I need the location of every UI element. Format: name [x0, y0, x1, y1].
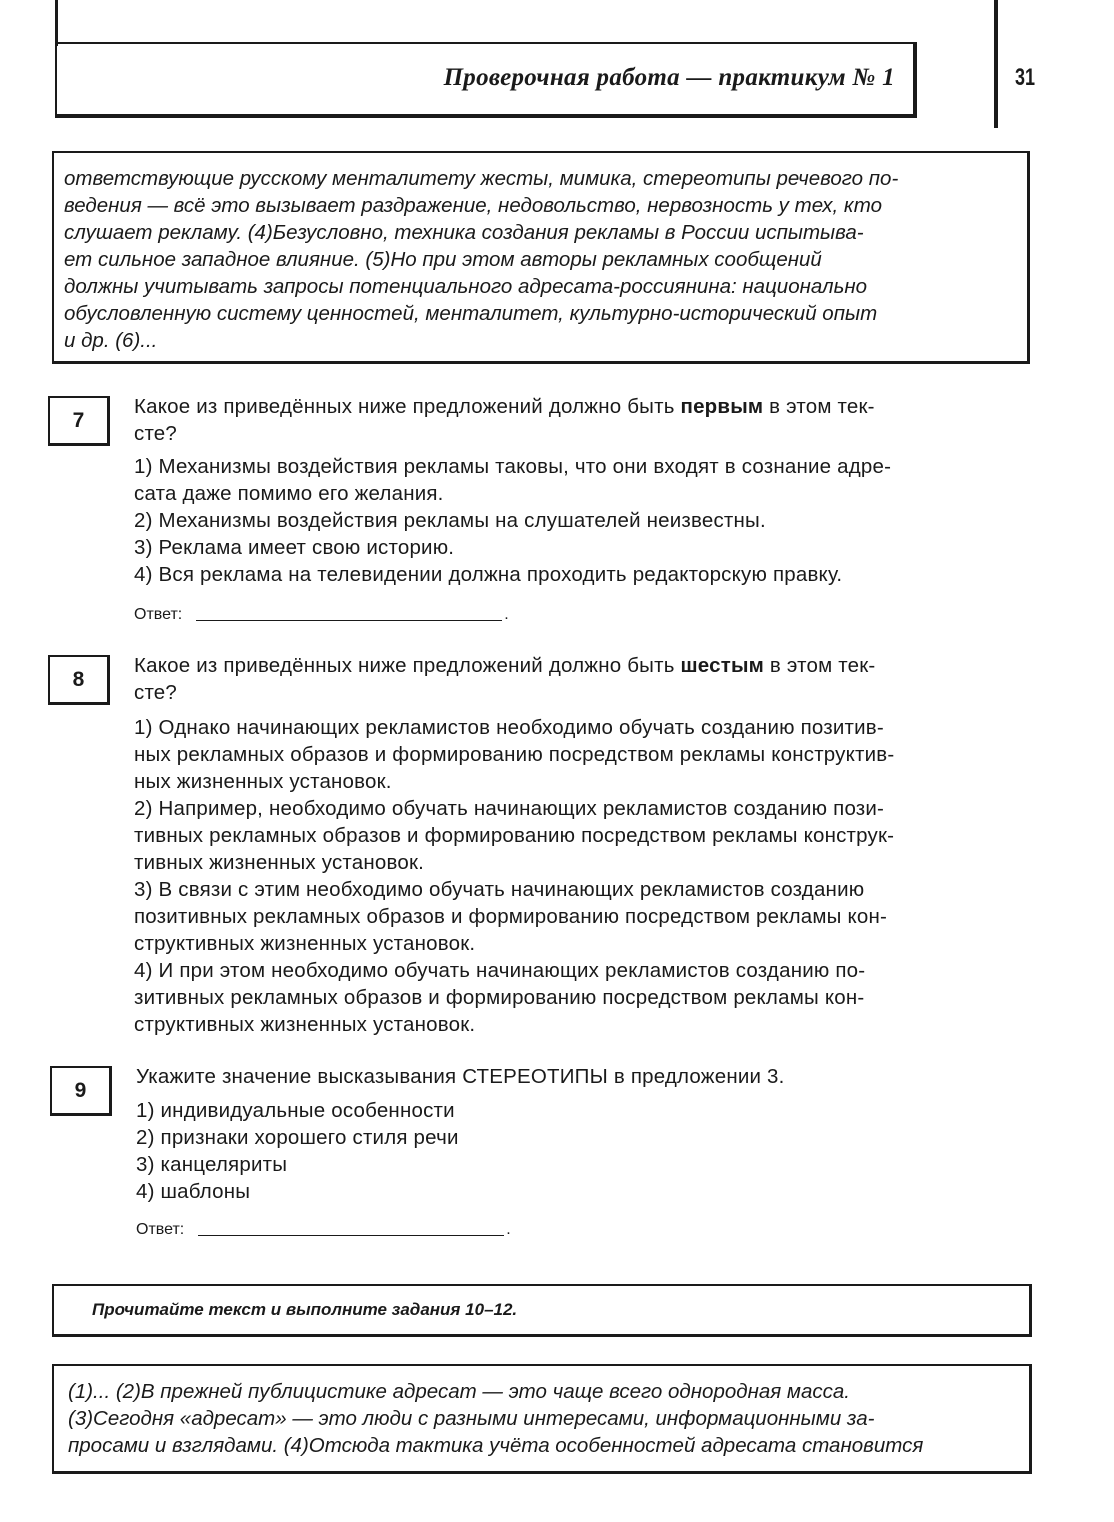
option-line: 3) Реклама имеет свою историю.	[134, 536, 455, 559]
option-line: 4) Вся реклама на телевидении должна проходить редакторскую правку.	[134, 563, 843, 586]
question-text: сте?	[134, 681, 178, 704]
answer-options	[134, 453, 1030, 588]
option-line: тивных жизненных установок.	[134, 851, 425, 874]
answer-input-line[interactable]	[198, 1234, 504, 1236]
option-line: 3) В связи с этим необходимо обучать начинающих рекламистов созданию	[134, 878, 865, 901]
page-number: 31	[1015, 64, 1036, 91]
passage-line: (1)... (2)В прежней публицистике адресат — это чаще всего однородная масса.	[68, 1380, 850, 1403]
header-frame	[55, 42, 917, 118]
option-line: 1) Однако начинающих рекламистов необходимо обучать созданию позитив-	[134, 716, 884, 739]
right-margin-rule	[994, 0, 998, 128]
question-text: в этом тек-	[764, 654, 876, 677]
option-line: 3) канцеляриты	[136, 1153, 288, 1176]
page-title: Проверочная работа — практикум № 1	[443, 64, 895, 91]
passage-line: слушает рекламу. (4)Безусловно, техника создания рекламы в России испытыва-	[64, 221, 864, 244]
option-line: 4) И при этом необходимо обучать начинающих рекламистов созданию по-	[134, 959, 866, 982]
answer-label: Ответ:	[134, 606, 183, 623]
option-line: структивных жизненных установок.	[134, 932, 476, 955]
option-line: 1) индивидуальные особенности	[136, 1099, 455, 1122]
task-number-box: 9	[50, 1066, 112, 1116]
option-line: 2) признаки хорошего стиля речи	[136, 1126, 459, 1149]
option-line: 2) Например, необходимо обучать начинающих рекламистов созданию пози-	[134, 797, 885, 820]
left-margin-rule	[55, 0, 58, 46]
answer-row	[136, 1221, 511, 1239]
passage-line: и др. (6)...	[64, 329, 158, 352]
task-number-box: 8	[48, 655, 110, 705]
answer-row	[134, 606, 509, 624]
option-line: ных жизненных установок.	[134, 770, 392, 793]
task-question	[134, 652, 1034, 706]
passage-line: должны учитывать запросы потенциального адресата-россиянина: национально	[64, 275, 868, 298]
question-keyword: первым	[680, 395, 764, 418]
task-question	[134, 393, 1034, 447]
task-question: Укажите значение высказывания СТЕРЕОТИПЫ в предложении 3.	[136, 1065, 785, 1088]
passage-line: ет сильное западное влияние. (5)Но при этом авторы рекламных сообщений	[64, 248, 822, 271]
question-text: Какое из приведённых ниже предложений должно быть	[134, 654, 681, 677]
option-line: ных рекламных образов и формированию посредством рекламы конструктив-	[134, 743, 895, 766]
answer-period: .	[504, 606, 509, 623]
option-line: тивных рекламных образов и формированию посредством рекламы конструк-	[134, 824, 895, 847]
answer-options	[134, 714, 1030, 1038]
answer-options	[136, 1097, 736, 1205]
option-line: позитивных рекламных образов и формированию посредством рекламы кон-	[134, 905, 888, 928]
option-line: зитивных рекламных образов и формированию посредством рекламы кон-	[134, 986, 865, 1009]
answer-input-line[interactable]	[196, 619, 502, 621]
option-line: 4) шаблоны	[136, 1180, 251, 1203]
option-line: сата даже помимо его желания.	[134, 482, 444, 505]
text-passage-1	[52, 151, 1030, 364]
passage-line: просами и взглядами. (4)Отсюда тактика учёта особенностей адресата становится	[68, 1434, 924, 1457]
option-line: 2) Механизмы воздействия рекламы на слушателей неизвестны.	[134, 509, 766, 532]
question-text: в этом тек-	[763, 395, 875, 418]
passage-line: ведения — всё это вызывает раздражение, недовольство, нервозность у тех, кто	[64, 194, 882, 217]
question-text: Какое из приведённых ниже предложений должно быть	[134, 395, 681, 418]
passage-line: ответствующие русскому менталитету жесты, мимика, стереотипы речевого по-	[64, 167, 899, 190]
answer-period: .	[506, 1221, 511, 1238]
text-passage-2	[52, 1364, 1032, 1474]
option-line: 1) Механизмы воздействия рекламы таковы, что они входят в сознание адре-	[134, 455, 892, 478]
answer-label: Ответ:	[136, 1221, 185, 1238]
question-keyword: шестым	[680, 654, 765, 677]
passage-line: (3)Сегодня «адресат» — это люди с разными интересами, информационными за-	[68, 1407, 875, 1430]
passage-line: обусловленную систему ценностей, менталитет, культурно-исторический опыт	[64, 302, 878, 325]
instruction-box: Прочитайте текст и выполните задания 10–12.	[52, 1284, 1032, 1337]
question-text: сте?	[134, 422, 178, 445]
task-number-box: 7	[48, 396, 110, 446]
option-line: структивных жизненных установок.	[134, 1013, 476, 1036]
